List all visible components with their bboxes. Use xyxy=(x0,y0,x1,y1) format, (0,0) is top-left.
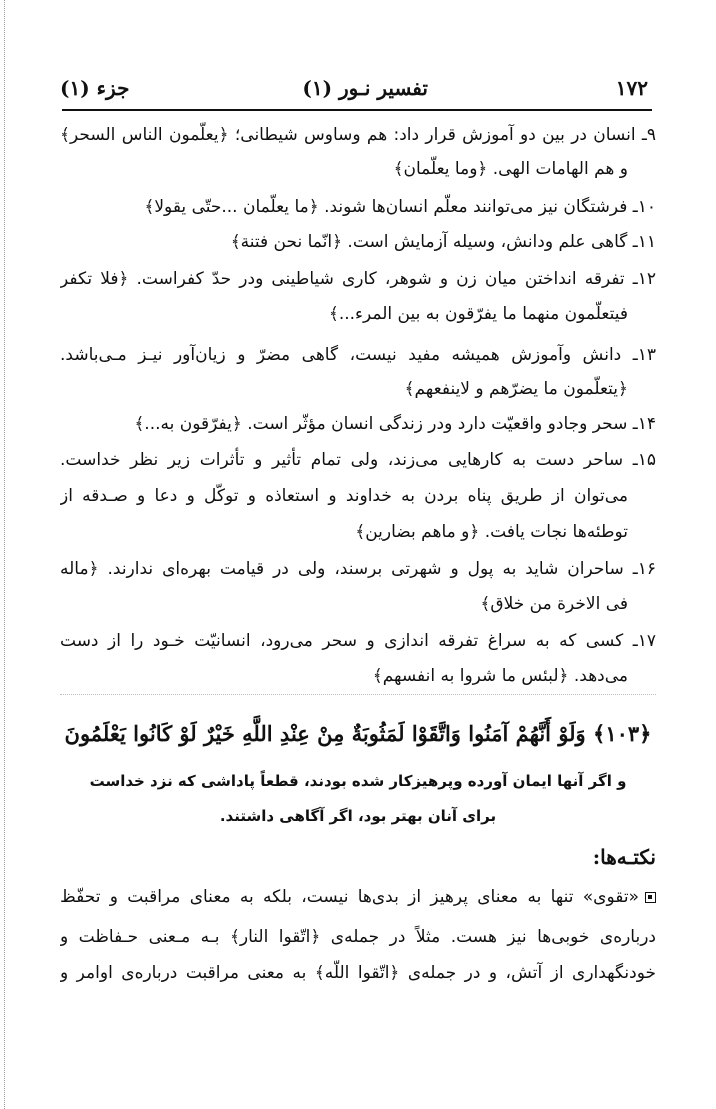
page-number: ۱۷۲ xyxy=(615,76,648,100)
section-divider xyxy=(60,694,656,695)
notes-heading: نکتـه‌ها: xyxy=(592,845,656,869)
point-10-line: ۱۰ـ فرشتگان نیز می‌توانند معلّم انسان‌ها شوند. ﴿ما یعلّمان ...حتّی یقولا﴾ xyxy=(144,197,656,217)
note-line-1 xyxy=(60,880,656,914)
point-13-line-1: ۱۳ـ دانش وآموزش همیشه مفید نیست، گاهی مضرّ و زیان‌آور نیـز مـی‌باشد. xyxy=(60,345,656,365)
note-line-1-text: «تقوی» تنها به معنای پرهیز از بدی‌ها نیست، بلکه به معنای مراقبت و تحفّظ xyxy=(60,887,639,907)
point-15-line-3: توطئه‌ها نجات یافت. ﴿و ماهم بضارین﴾ xyxy=(355,522,628,542)
binding-edge xyxy=(4,0,11,1109)
square-bullet-icon xyxy=(645,892,656,903)
point-11-line: ۱۱ـ گاهی علم ودانش، وسیله آزمایش است. ﴿انّما نحن فتنة﴾ xyxy=(230,232,656,252)
point-13-line-2: ﴿یتعلّمون ما یضرّهم و لاینفعهم﴾ xyxy=(404,379,628,399)
point-15-line-1: ۱۵ـ ساحر دست به کارهایی می‌زند، ولی تمام تأثیر و تأثرات زیر نظر خداست. xyxy=(60,450,656,470)
verse-translation-line-2: برای آنان بهتر بود، اگر آگاهی داشتند. xyxy=(219,807,497,825)
point-12-line-2: فیتعلّمون منهما ما یفرّقون به بین المرء...﴾ xyxy=(328,304,628,324)
quran-verse-103: ﴿۱۰۳﴾ وَلَوْ أَنَّهُمْ آمَنُوا وَاتَّقَوْا لَمَثُوبَةٌ مِنْ عِنْدِ اللَّهِ خَيْرٌ لَوْ كَانُوا يَعْلَمُونَ xyxy=(64,721,652,746)
note-line-3: خودنگهداری از آتش، و در جمله‌ی ﴿اتّقوا اللّه﴾ به معنی مراقبت درباره‌ی اوامر و xyxy=(60,963,656,983)
point-9-line-1: ۹ـ انسان در بین دو آموزش قرار داد: هم وساوس شیطانی؛ ﴿یعلّمون الناس السحر﴾ xyxy=(60,125,656,145)
point-17-line-1: ۱۷ـ کسی که به سراغ تفرقه اندازی و سحر می‌رود، انسانیّت خـود را از دست xyxy=(60,631,656,651)
book-title: تفسیر نـور (۱) xyxy=(302,76,428,100)
juz-label: جزء (۱) xyxy=(60,76,130,100)
point-16-line-2: فی الاخرة من خلاق﴾ xyxy=(480,594,628,614)
point-14-line: ۱۴ـ سحر وجادو واقعیّت دارد ودر زندگی انسان مؤثّر است. ﴿یفرّقون به...﴾ xyxy=(134,414,656,434)
note-line-2: درباره‌ی خوبی‌ها نیز هست. مثلاً در جمله‌ی ﴿اتّقوا النار﴾ بـه مـعنی حـفاظت و xyxy=(60,927,656,947)
point-17-line-2: می‌دهد. ﴿لبئس ما شروا به انفسهم﴾ xyxy=(372,666,628,686)
running-header xyxy=(60,72,648,110)
point-15-line-2: می‌توان از طریق پناه بردن به خداوند و استعاذه و توکّل و دعا و صـدقه از xyxy=(60,486,628,506)
point-9-line-2: و هم الهامات الهی. ﴿وما یعلّمان﴾ xyxy=(393,159,628,179)
point-12-line-1: ۱۲ـ تفرقه انداختن میان زن و شوهر، کاری شیاطینی ودر حدّ کفراست. ﴿فلا تکفر xyxy=(60,269,656,289)
verse-translation-line-1: و اگر آنها ایمان آورده وپرهیزکار شده بودند، قطعاً پاداشی که نزد خداست xyxy=(89,772,627,790)
point-16-line-1: ۱۶ـ ساحران شاید به پول و شهرتی برسند، ولی در قیامت بهره‌ای ندارند. ﴿ماله xyxy=(60,559,656,579)
header-rule xyxy=(62,109,652,111)
